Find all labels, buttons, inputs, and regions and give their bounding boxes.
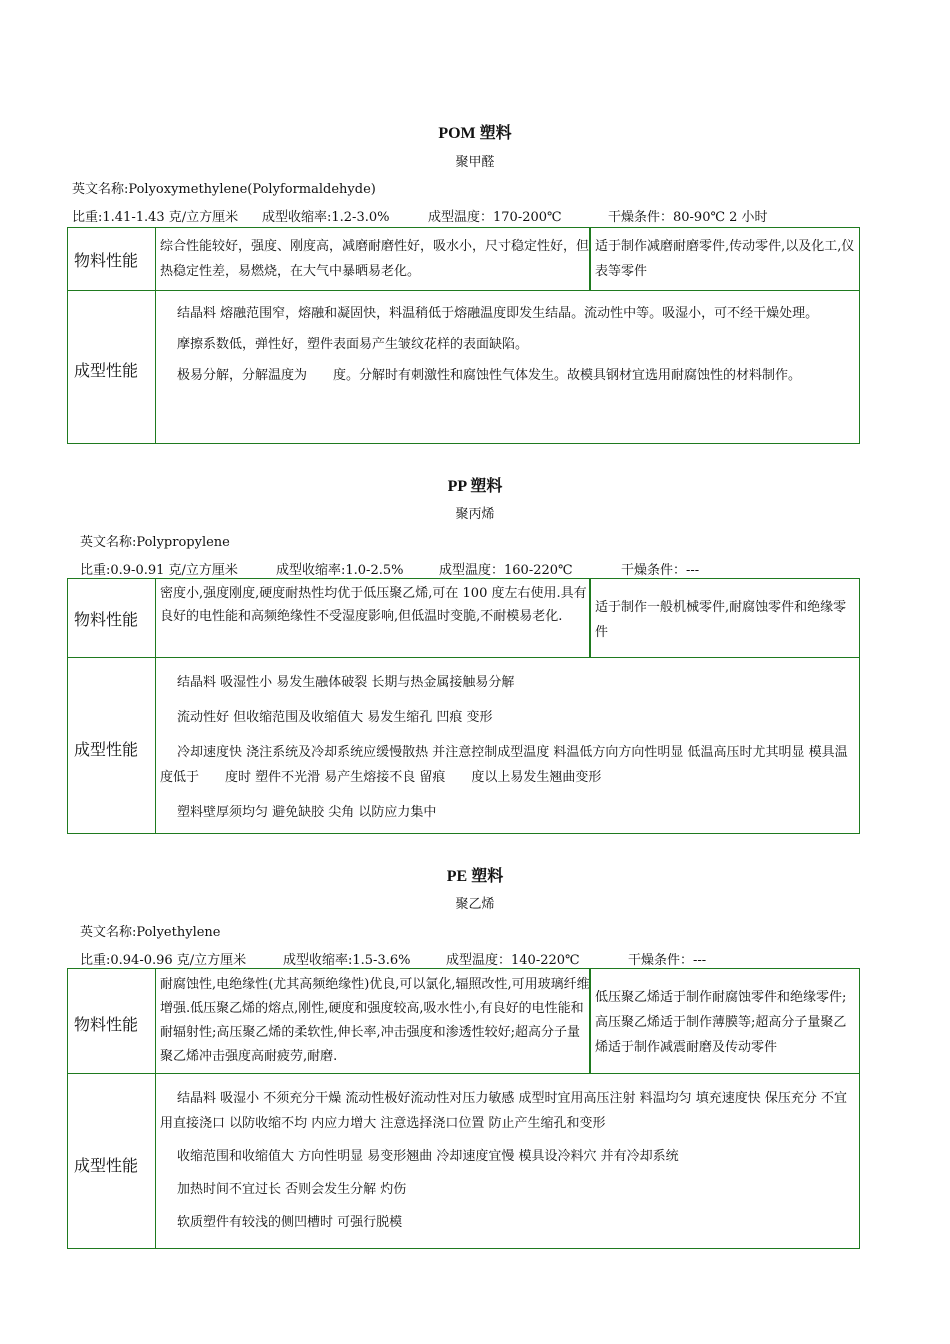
pom-subtitle: 聚甲醛 — [455, 155, 495, 170]
pom-molding-temp: 成型温度：170-200℃ — [428, 210, 562, 225]
pe-molding-label: 成型性能 — [74, 1156, 139, 1175]
pom-drying: 干燥条件：80-90℃ 2 小时 — [608, 210, 768, 225]
pe-molding-paragraph: 收缩范围和收缩值大 方向性明显 易变形翘曲 冷却速度宜慢 模具设冷料穴 并有冷却系统 — [177, 1149, 679, 1164]
pom-material-row — [67, 227, 860, 291]
pe-molding-paragraph: 加热时间不宜过长 否则会发生分解 灼伤 — [177, 1182, 407, 1197]
pe-divider — [589, 969, 591, 1073]
pom-english-name: 英文名称:Polyoxymethylene(Polyformaldehyde) — [72, 182, 376, 197]
pe-molding-text — [160, 1086, 855, 1235]
pe-divider — [155, 969, 156, 1073]
pe-material-row — [67, 968, 860, 1074]
pom-molding-paragraph: 摩擦系数低，弹性好，塑件表面易产生皱纹花样的表面缺陷。 — [177, 337, 529, 352]
pom-molding-label: 成型性能 — [74, 361, 139, 380]
pe-density: 比重:0.94-0.96 克/立方厘米 — [80, 953, 247, 968]
pp-application-text: 适于制作一般机械零件,耐腐蚀零件和绝缘零件 — [595, 600, 847, 640]
pe-divider — [155, 1074, 156, 1248]
pom-divider — [155, 291, 156, 443]
pe-shrinkage: 成型收缩率:1.5-3.6% — [283, 953, 411, 968]
pp-molding-temp: 成型温度：160-220℃ — [439, 563, 573, 578]
pp-molding-paragraph: 冷却速度快 浇注系统及冷却系统应缓慢散热 并注意控制成型温度 料温低方向方向性明显 低温高压时尤其明显 模具温度低于 度时 塑件不光滑 易产生熔接不良 留痕 度以上易发生翘曲变形 — [160, 745, 848, 785]
pp-divider — [155, 658, 156, 833]
pp-specs — [80, 559, 699, 578]
pom-divider — [589, 228, 591, 290]
pom-molding-paragraph: 极易分解，分解温度为 度。分解时有刺激性和腐蚀性气体发生。故模具钢材宜选用耐腐蚀性的材料制作。 — [177, 368, 802, 383]
pom-molding-row — [67, 290, 860, 444]
pp-molding-row — [67, 657, 860, 834]
pe-molding-paragraph: 软质塑件有较浅的侧凹槽时 可强行脱模 — [177, 1215, 403, 1230]
pp-divider — [155, 579, 156, 657]
pp-molding-paragraph: 塑料壁厚须均匀 避免缺胶 尖角 以防应力集中 — [177, 805, 437, 820]
pe-drying: 干燥条件：--- — [628, 953, 707, 968]
pe-molding-temp: 成型温度：140-220℃ — [446, 953, 580, 968]
pp-title: PP 塑料 — [447, 478, 503, 495]
pp-drying: 干燥条件：--- — [621, 563, 700, 578]
pom-title: POM 塑料 — [438, 125, 512, 142]
pp-subtitle: 聚丙烯 — [455, 507, 495, 522]
pe-title: PE 塑料 — [446, 868, 504, 885]
pp-molding-paragraph: 结晶料 吸湿性小 易发生融体破裂 长期与热金属接触易分解 — [177, 675, 515, 690]
pom-application-text: 适于制作减磨耐磨零件,传动零件,以及化工,仪表等零件 — [595, 239, 855, 279]
pp-density: 比重:0.9-0.91 克/立方厘米 — [80, 563, 238, 578]
pe-subtitle: 聚乙烯 — [455, 897, 495, 912]
pom-material-label: 物料性能 — [74, 251, 139, 270]
pe-application-text: 低压聚乙烯适于制作耐腐蚀零件和绝缘零件;高压聚乙烯适于制作薄膜等;超高分子量聚乙烯适于制作减震耐磨及传动零件 — [595, 990, 847, 1055]
pp-material-text: 密度小,强度刚度,硬度耐热性均优于低压聚乙烯,可在 100 度左右使用.具有良好的电性能和高频绝缘性不受湿度影响,但低温时变脆,不耐模易老化. — [160, 586, 587, 624]
pe-molding-paragraph: 结晶料 吸湿小 不须充分干燥 流动性极好流动性对压力敏感 成型时宜用高压注射 料温均匀 填充速度快 保压充分 不宜用直接浇口 以防收缩不均 内应力增大 注意选择浇口位置 防止产生缩孔和变形 — [160, 1091, 848, 1131]
pom-density: 比重:1.41-1.43 克/立方厘米 — [72, 210, 239, 225]
pe-material-label: 物料性能 — [74, 1015, 139, 1034]
pom-molding-text — [160, 301, 855, 388]
pom-molding-paragraph: 结晶料 熔融范围窄，熔融和凝固快，料温稍低于熔融温度即发生结晶。流动性中等。吸湿小，可不经干燥处理。 — [177, 306, 819, 321]
pp-molding-text — [160, 670, 855, 825]
pp-material-row — [67, 578, 860, 658]
pe-material-text: 耐腐蚀性,电绝缘性(尤其高频绝缘性)优良,可以氯化,辐照改性,可用玻璃纤维增强.低压聚乙烯的熔点,刚性,硬度和强度较高,吸水性小,有良好的电性能和耐辐射性;高压聚乙烯的柔软性,伸长率,冲击强度和渗透性较好;超高分子量聚乙烯冲击强度高耐疲劳,耐磨. — [160, 977, 590, 1064]
pom-shrinkage: 成型收缩率:1.2-3.0% — [262, 210, 390, 225]
pp-molding-paragraph: 流动性好 但收缩范围及收缩值大 易发生缩孔 凹痕 变形 — [177, 710, 493, 725]
pp-shrinkage: 成型收缩率:1.0-2.5% — [276, 563, 404, 578]
pe-specs — [80, 949, 706, 968]
pom-specs — [72, 206, 768, 225]
pom-divider — [155, 228, 156, 290]
pp-material-label: 物料性能 — [74, 610, 139, 629]
pp-molding-label: 成型性能 — [74, 740, 139, 759]
pp-english-name: 英文名称:Polypropylene — [80, 535, 230, 550]
pp-divider — [589, 579, 591, 657]
pom-material-text: 综合性能较好，强度、刚度高，减磨耐磨性好，吸水小，尺寸稳定性好，但热稳定性差，易燃烧，在大气中暴晒易老化。 — [160, 239, 590, 279]
pe-english-name: 英文名称:Polyethylene — [80, 925, 221, 940]
pe-molding-row — [67, 1073, 860, 1249]
